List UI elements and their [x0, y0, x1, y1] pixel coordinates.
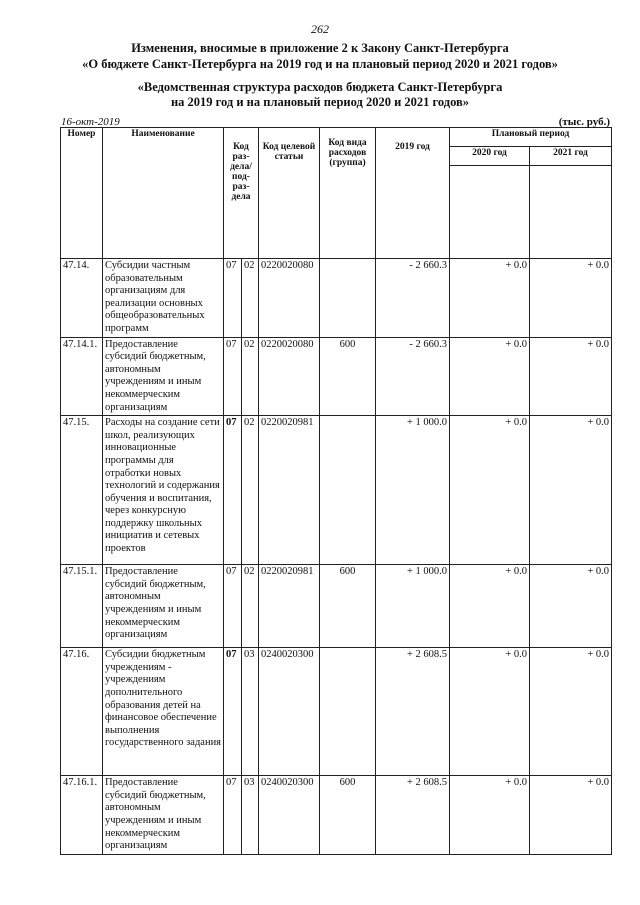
row-number: 47.16. [61, 648, 103, 776]
header-blank [450, 166, 530, 259]
row-razdel: 07 [224, 259, 242, 338]
title-line: Изменения, вносимые в приложение 2 к Закону Санкт-Петербурга [131, 41, 509, 55]
row-expense-type [320, 416, 376, 565]
subtitle-line: «Ведомственная структура расходов бюджета Санкт-Петербурга [137, 80, 503, 94]
row-razdel: 07 [224, 337, 242, 416]
row-expense-type [320, 648, 376, 776]
row-podrazdel: 03 [242, 648, 259, 776]
row-2020: + 0.0 [450, 648, 530, 776]
row-name: Расходы на создание сети школ, реализующих инновационные программы для отработки новых технологий и содержания обучения и воспитания, через конкурсную поддержку школьных инициатив и сетевых проектов [103, 416, 224, 565]
row-2019: + 2 608.5 [376, 648, 450, 776]
row-2020: + 0.0 [450, 565, 530, 648]
row-expense-type [320, 259, 376, 338]
row-razdel: 07 [224, 776, 242, 855]
row-target: 0240020300 [259, 648, 320, 776]
header-name: Наименование [103, 128, 224, 259]
row-2021: + 0.0 [530, 259, 612, 338]
row-expense-type: 600 [320, 776, 376, 855]
row-number: 47.15.1. [61, 565, 103, 648]
row-name: Предоставление субсидий бюджетным, автономным учреждениям и иным некоммерческим организациям [103, 565, 224, 648]
row-2019: - 2 660.3 [376, 337, 450, 416]
table-row [61, 776, 612, 855]
row-2020: + 0.0 [450, 259, 530, 338]
header-number: Номер [61, 128, 103, 259]
row-2021: + 0.0 [530, 565, 612, 648]
row-razdel: 07 [224, 565, 242, 648]
row-podrazdel: 03 [242, 776, 259, 855]
row-expense-type: 600 [320, 337, 376, 416]
row-2020: + 0.0 [450, 776, 530, 855]
row-2019: + 1 000.0 [376, 416, 450, 565]
table-row [61, 648, 612, 776]
table-row [61, 259, 612, 338]
header-2020: 2020 год [450, 147, 530, 166]
header-2019: 2019 год [376, 128, 450, 259]
row-podrazdel: 02 [242, 259, 259, 338]
row-2020: + 0.0 [450, 337, 530, 416]
row-name: Субсидии частным образовательным организациям для реализации основных общеобразовательных программ [103, 259, 224, 338]
row-2019: - 2 660.3 [376, 259, 450, 338]
row-2020: + 0.0 [450, 416, 530, 565]
row-razdel: 07 [224, 648, 242, 776]
subtitle-line: на 2019 год и на плановый период 2020 и 2021 годов» [170, 95, 470, 109]
row-name: Субсидии бюджетным учреждениям - учреждениям дополнительного образования детей на финансовое обеспечение выполнения государственного задания [103, 648, 224, 776]
header-section: Код раз- дела/ под- раз- дела [224, 128, 259, 259]
page-number: 262 [311, 22, 329, 36]
table-row [61, 416, 612, 565]
row-target: 0240020300 [259, 776, 320, 855]
header-planned: Плановый период [450, 128, 612, 147]
row-name: Предоставление субсидий бюджетным, автономным учреждениям и иным некоммерческим организациям [103, 337, 224, 416]
title-line: «О бюджете Санкт-Петербурга на 2019 год и на плановый период 2020 и 2021 годов» [82, 57, 558, 71]
row-target: 0220020080 [259, 337, 320, 416]
document-date: 16-окт-2019 [61, 116, 120, 128]
header-blank [530, 166, 612, 259]
header-target: Код целевой статьи [259, 128, 320, 259]
row-2021: + 0.0 [530, 776, 612, 855]
row-podrazdel: 02 [242, 337, 259, 416]
row-target: 0220020981 [259, 416, 320, 565]
table-row [61, 565, 612, 648]
row-razdel: 07 [224, 416, 242, 565]
header-2021: 2021 год [530, 147, 612, 166]
row-name: Предоставление субсидий бюджетным, автономным учреждениям и иным некоммерческим организациям [103, 776, 224, 855]
table-row [61, 337, 612, 416]
row-2019: + 1 000.0 [376, 565, 450, 648]
row-2021: + 0.0 [530, 337, 612, 416]
budget-table [60, 127, 612, 855]
row-2019: + 2 608.5 [376, 776, 450, 855]
header-expense-type: Код вида расходов (группа) [320, 128, 376, 259]
row-2021: + 0.0 [530, 416, 612, 565]
document-subtitle [0, 80, 640, 110]
row-number: 47.15. [61, 416, 103, 565]
row-podrazdel: 02 [242, 565, 259, 648]
row-target: 0220020981 [259, 565, 320, 648]
row-podrazdel: 02 [242, 416, 259, 565]
row-number: 47.16.1. [61, 776, 103, 855]
units-label: (тыс. руб.) [558, 116, 610, 128]
header-row [61, 128, 612, 147]
document-title [0, 40, 640, 72]
row-2021: + 0.0 [530, 648, 612, 776]
row-target: 0220020080 [259, 259, 320, 338]
row-expense-type: 600 [320, 565, 376, 648]
row-number: 47.14. [61, 259, 103, 338]
row-number: 47.14.1. [61, 337, 103, 416]
